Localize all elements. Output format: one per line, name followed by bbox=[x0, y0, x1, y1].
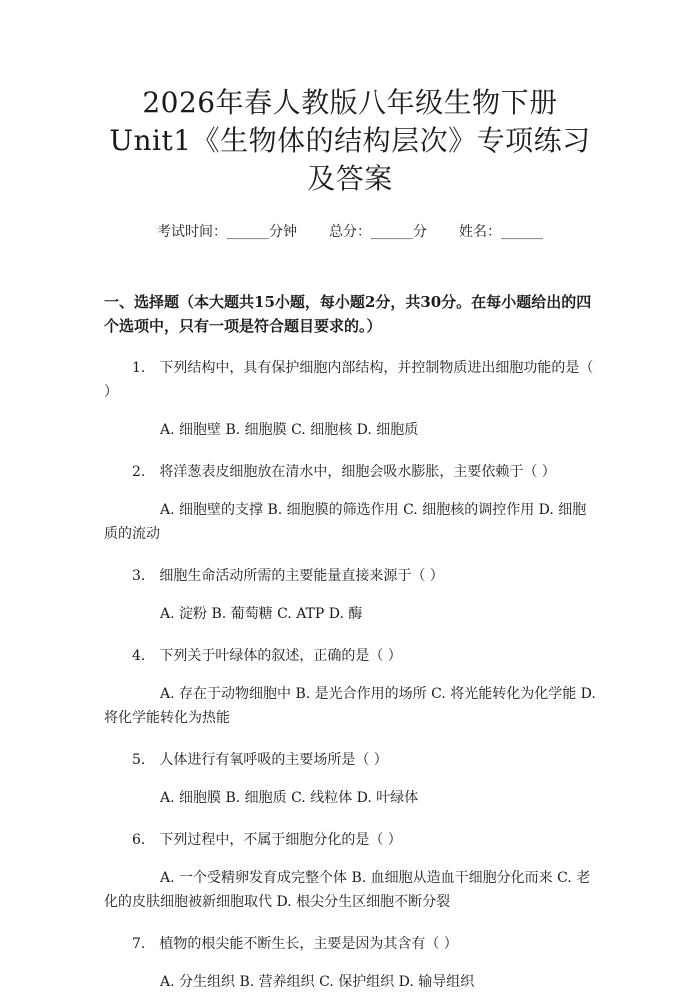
question-options: A. 淀粉 B. 葡萄糖 C. ATP D. 酶 bbox=[160, 606, 363, 622]
question-stem: 2. 将洋葱表皮细胞放在清水中，细胞会吸水膨胀，主要依赖于（ ） bbox=[132, 464, 556, 480]
question-stem: 6. 下列过程中，不属于细胞分化的是（ ） bbox=[132, 832, 402, 848]
question-5 bbox=[104, 748, 596, 810]
question-options: A. 分生组织 B. 营养组织 C. 保护组织 D. 输导组织 bbox=[160, 974, 475, 990]
document-title: 2026年春人教版八年级生物下册Unit1《生物体的结构层次》专项练习及答案 bbox=[109, 86, 591, 195]
question-stem: 5. 人体进行有氧呼吸的主要场所是（ ） bbox=[132, 752, 388, 768]
question-4 bbox=[104, 644, 596, 730]
section-heading: 一、选择题（本大题共15小题，每小题2分，共30分。在每小题给出的四个选项中，只有一项是符合题目要求的。） bbox=[104, 293, 592, 335]
question-7 bbox=[104, 932, 596, 994]
question-3 bbox=[104, 564, 596, 626]
question-2 bbox=[104, 460, 596, 546]
student-name-field: 姓名：______ bbox=[459, 224, 543, 240]
question-options: A. 细胞壁的支撑 B. 细胞膜的筛选作用 C. 细胞核的调控作用 D. 细胞质的流动 bbox=[104, 502, 587, 542]
exam-info bbox=[104, 222, 596, 242]
question-stem: 7. 植物的根尖能不断生长，主要是因为其含有（ ） bbox=[132, 936, 458, 952]
question-stem: 4. 下列关于叶绿体的叙述，正确的是（ ） bbox=[132, 648, 402, 664]
question-stem: 1. 下列结构中，具有保护细胞内部结构，并控制物质进出细胞功能的是（ ） bbox=[104, 360, 598, 400]
question-options: A. 存在于动物细胞中 B. 是光合作用的场所 C. 将光能转化为化学能 D. 将化学能转化为热能 bbox=[104, 686, 596, 726]
question-options: A. 一个受精卵发育成完整个体 B. 血细胞从造血干细胞分化而来 C. 老化的皮肤细胞被新细胞取代 D. 根尖分生区细胞不断分裂 bbox=[104, 870, 591, 910]
total-score-field: 总分：______分 bbox=[329, 224, 427, 240]
question-options: A. 细胞膜 B. 细胞质 C. 线粒体 D. 叶绿体 bbox=[160, 790, 419, 806]
exam-time-field: 考试时间：______分钟 bbox=[157, 224, 297, 240]
question-stem: 3. 细胞生命活动所需的主要能量直接来源于（ ） bbox=[132, 568, 444, 584]
question-options: A. 细胞壁 B. 细胞膜 C. 细胞核 D. 细胞质 bbox=[160, 422, 419, 438]
question-1 bbox=[104, 356, 596, 442]
question-6 bbox=[104, 828, 596, 914]
